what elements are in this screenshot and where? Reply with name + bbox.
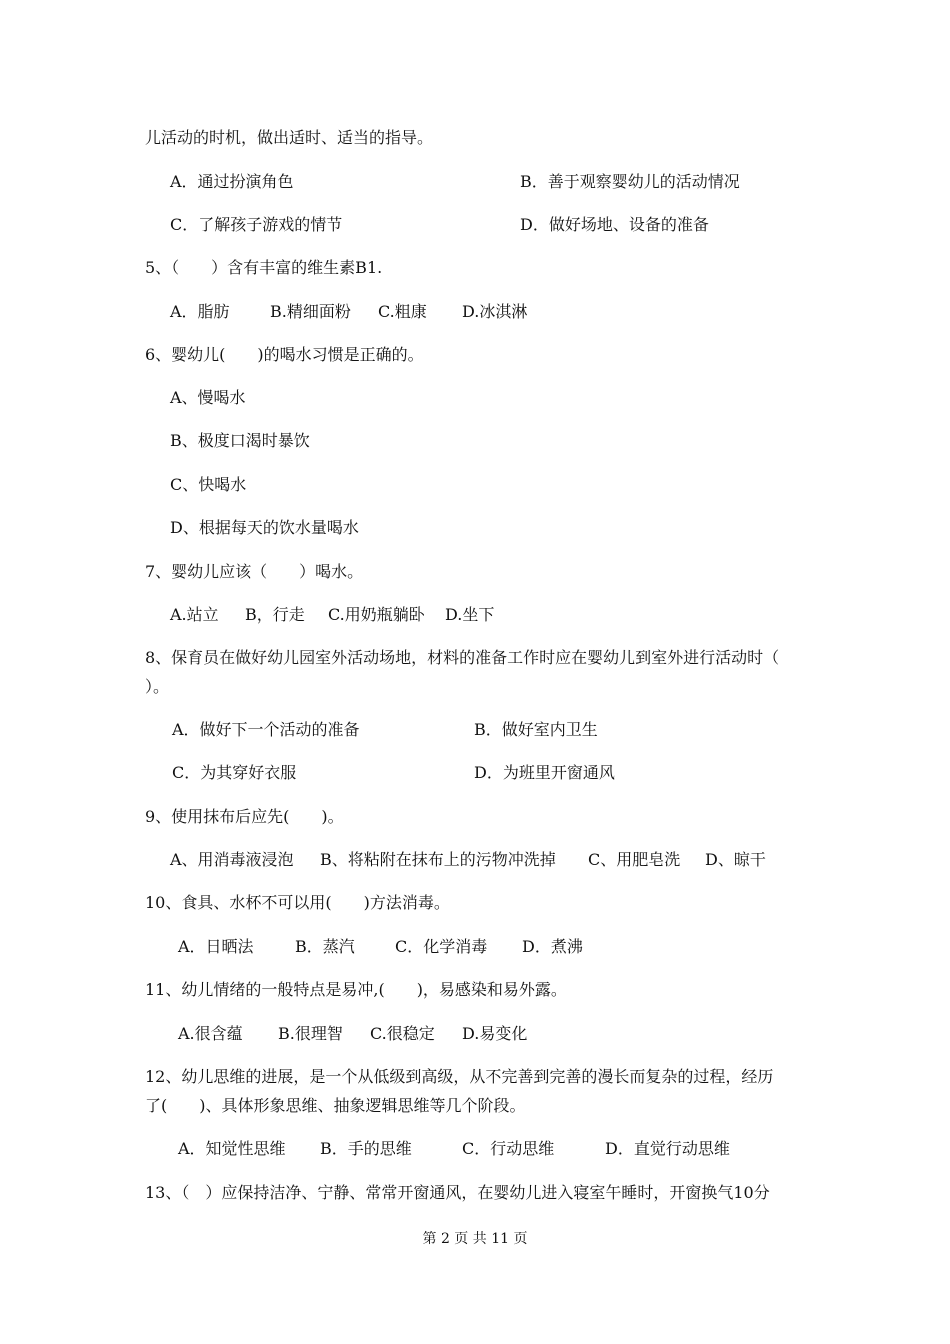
q11-option-b: B.很理智 (278, 1024, 343, 1043)
q11-option-a: A.很含蕴 (178, 1024, 243, 1043)
q5-option-c: C.粗康 (378, 302, 427, 321)
q7-stem: 7、婴幼儿应该（ ）喝水。 (145, 562, 364, 581)
q9-option-d: D、晾干 (705, 850, 766, 869)
q9-stem: 9、使用抹布后应先( )。 (145, 807, 344, 826)
q4-continuation: 儿活动的时机，做出适时、适当的指导。 (145, 128, 434, 147)
q5-option-b: B.精细面粉 (270, 302, 351, 321)
q7-option-a: A.站立 (170, 605, 219, 624)
q6-option-a: A、慢喝水 (170, 388, 246, 407)
q4-option-b: B．善于观察婴幼儿的活动情况 (520, 172, 740, 191)
q7-option-d: D.坐下 (445, 605, 495, 624)
q8-stem-line2: ）。 (145, 677, 170, 696)
q5-option-d: D.冰淇淋 (462, 302, 528, 321)
page-footer: 第 2 页 共 11 页 (422, 1231, 528, 1247)
q10-option-c: C．化学消毒 (395, 937, 488, 956)
q10-option-b: B．蒸汽 (295, 937, 355, 956)
q6-option-d: D、根据每天的饮水量喝水 (170, 518, 359, 537)
q12-option-c: C．行动思维 (462, 1139, 555, 1158)
q4-option-a: A．通过扮演角色 (170, 172, 294, 191)
q13-stem: 13、（ ）应保持洁净、宁静、常常开窗通风，在婴幼儿进入寝室午睡时，开窗换气10分 (145, 1183, 770, 1202)
q5-option-a: A．脂肪 (170, 302, 230, 321)
q9-option-a: A、用消毒液浸泡 (170, 850, 294, 869)
q11-stem: 11、幼儿情绪的一般特点是易冲,( )，易感染和易外露。 (145, 980, 567, 999)
q7-option-b: B，行走 (245, 605, 305, 624)
q11-option-c: C.很稳定 (370, 1024, 435, 1043)
q8-option-b: B．做好室内卫生 (474, 720, 598, 739)
q4-option-d: D．做好场地、设备的准备 (520, 215, 709, 234)
q8-stem-line1: 8、保育员在做好幼儿园室外活动场地，材料的准备工作时应在婴幼儿到室外进行活动时（ (145, 648, 780, 667)
q12-option-a: A．知觉性思维 (178, 1139, 286, 1158)
q10-option-a: A．日晒法 (178, 937, 254, 956)
q6-option-b: B、极度口渴时暴饮 (170, 431, 310, 450)
q8-option-c: C．为其穿好衣服 (172, 763, 297, 782)
q9-option-b: B、将粘附在抹布上的污物冲洗掉 (320, 850, 556, 869)
q12-stem-line2: 了( )、具体形象思维、抽象逻辑思维等几个阶段。 (145, 1096, 526, 1115)
q4-option-c: C．了解孩子游戏的情节 (170, 215, 343, 234)
q7-option-c: C.用奶瓶躺卧 (328, 605, 425, 624)
q12-stem-line1: 12、幼儿思维的进展，是一个从低级到高级，从不完善到完善的漫长而复杂的过程，经历 (145, 1067, 774, 1086)
q12-option-b: B．手的思维 (320, 1139, 412, 1158)
q6-stem: 6、婴幼儿( )的喝水习惯是正确的。 (145, 345, 424, 364)
q6-option-c: C、快喝水 (170, 475, 247, 494)
q10-stem: 10、食具、水杯不可以用( )方法消毒。 (145, 893, 450, 912)
q9-option-c: C、用肥皂洗 (588, 850, 681, 869)
q10-option-d: D．煮沸 (522, 937, 583, 956)
q8-option-d: D．为班里开窗通风 (474, 763, 615, 782)
q8-option-a: A．做好下一个活动的准备 (172, 720, 360, 739)
q5-stem: 5、（ ）含有丰富的维生素B1. (145, 258, 383, 277)
q11-option-d: D.易变化 (462, 1024, 528, 1043)
q12-option-d: D．直觉行动思维 (605, 1139, 730, 1158)
